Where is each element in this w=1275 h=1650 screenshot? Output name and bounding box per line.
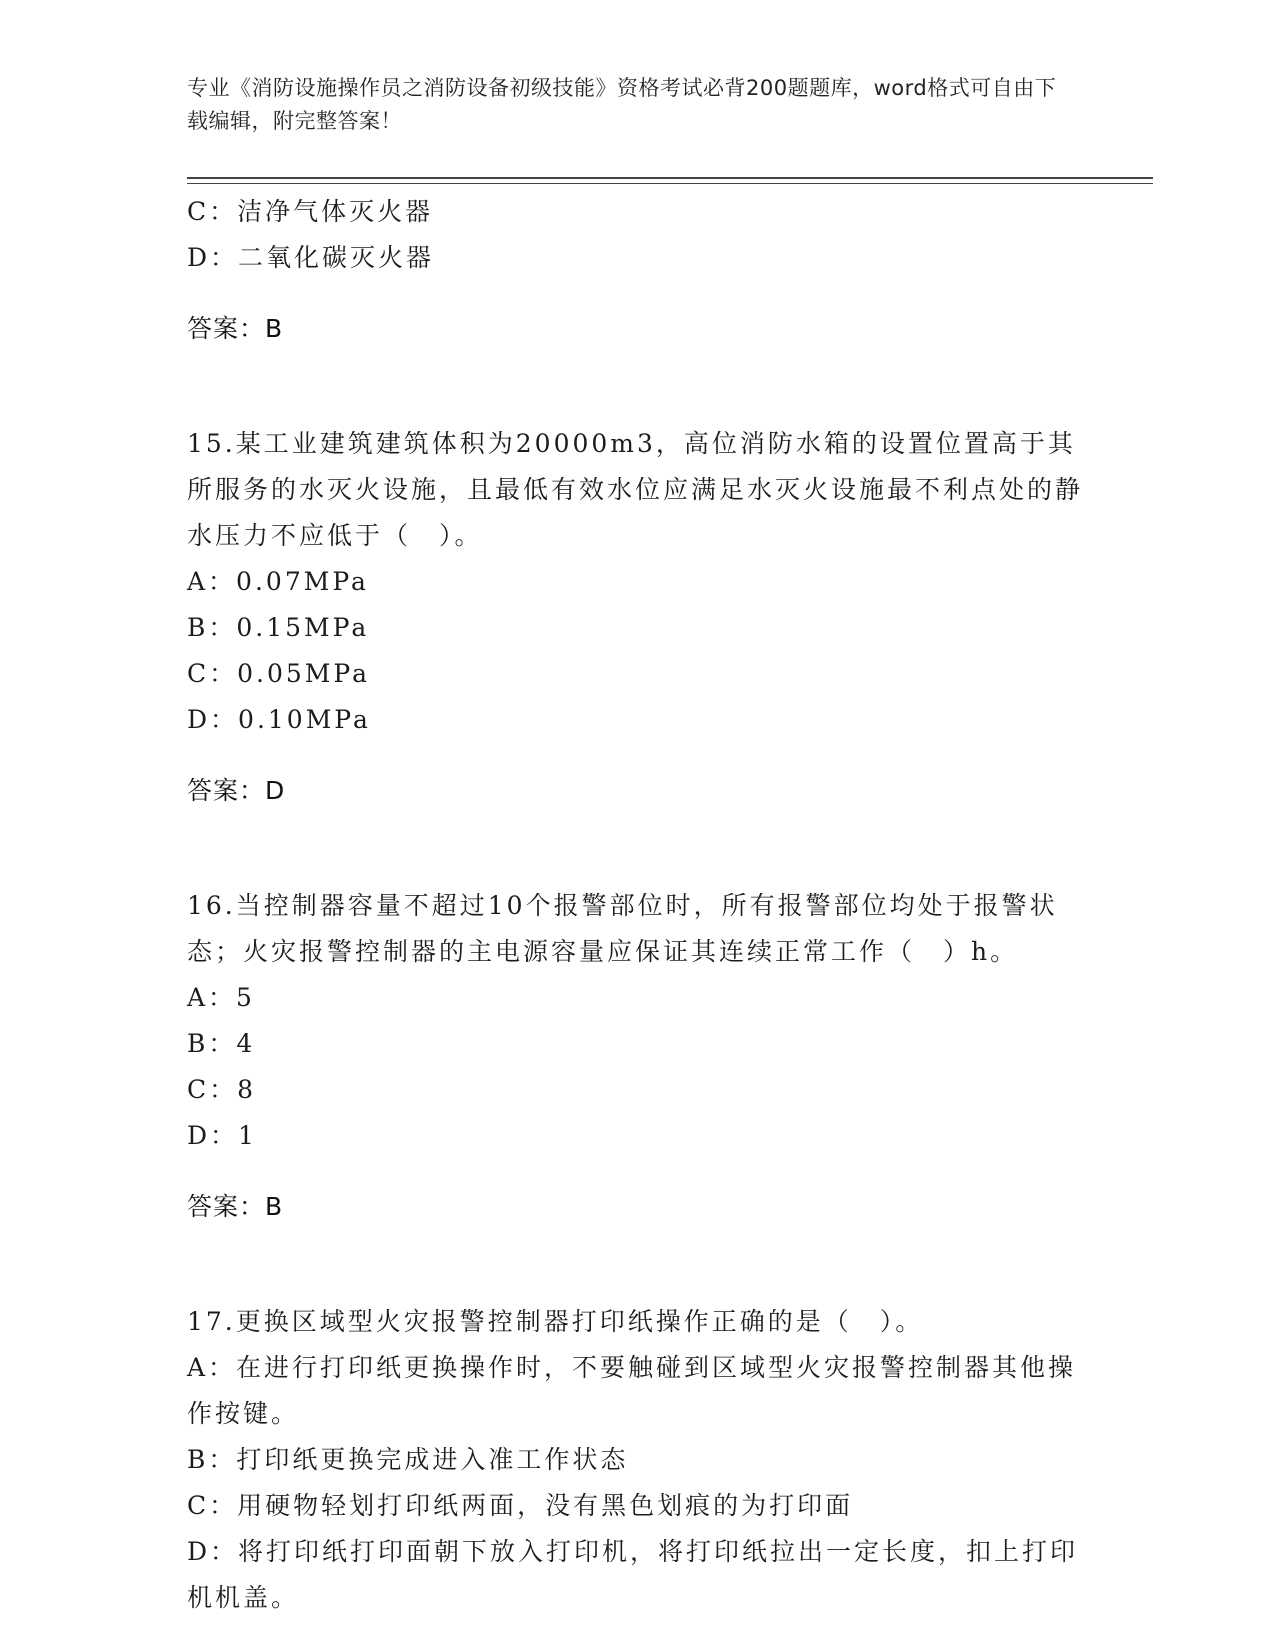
option-d: D：将打印纸打印面朝下放入打印机，将打印纸拉出一定长度，扣上打印机机盖。 [187,1537,1079,1612]
answer-line: 答案：B [187,1192,284,1221]
document-header: 专业《消防设施操作员之消防设备初级技能》资格考试必背200题题库，word格式可自由下载编辑，附完整答案！ [187,76,1057,133]
question-16 [187,883,1087,1230]
carryover-question [187,189,1087,352]
answer-line: 答案：D [187,776,286,805]
option-c: C：8 [187,1075,257,1104]
question-content [187,189,1087,1621]
option-a: A：在进行打印纸更换操作时，不要触碰到区域型火灾报警控制器其他操作按键。 [187,1353,1077,1428]
option-a: A：5 [187,983,255,1012]
question-stem: 17.更换区域型火灾报警控制器打印纸操作正确的是（ ）。 [187,1307,924,1336]
option-c: C：0.05MPa [187,659,370,688]
question-15 [187,421,1087,814]
option-b: B：0.15MPa [187,613,370,642]
header-rule-thin [187,183,1153,184]
option-b: B：4 [187,1029,256,1058]
answer-line: 答案：B [187,314,284,343]
question-17 [187,1299,1087,1621]
option-b: B：打印纸更换完成进入准工作状态 [187,1445,629,1474]
option-d: D：1 [187,1121,257,1150]
question-stem: 16.当控制器容量不超过10个报警部位时，所有报警部位均处于报警状态；火灾报警控制器的主电源容量应保证其连续正常工作（ ）h。 [187,891,1058,966]
header-rule-thick [187,177,1153,179]
option-c: C：用硬物轻划打印纸两面，没有黑色划痕的为打印面 [187,1491,854,1520]
option-d: D：0.10MPa [187,705,371,734]
option-a: A：0.07MPa [187,567,369,596]
option-c: C：洁净气体灭火器 [187,197,434,226]
question-stem: 15.某工业建筑建筑体积为20000m3，高位消防水箱的设置位置高于其所服务的水灭火设施，且最低有效水位应满足水灭火设施最不利点处的静水压力不应低于（ ）。 [187,429,1084,550]
option-d: D：二氧化碳灭火器 [187,243,435,272]
